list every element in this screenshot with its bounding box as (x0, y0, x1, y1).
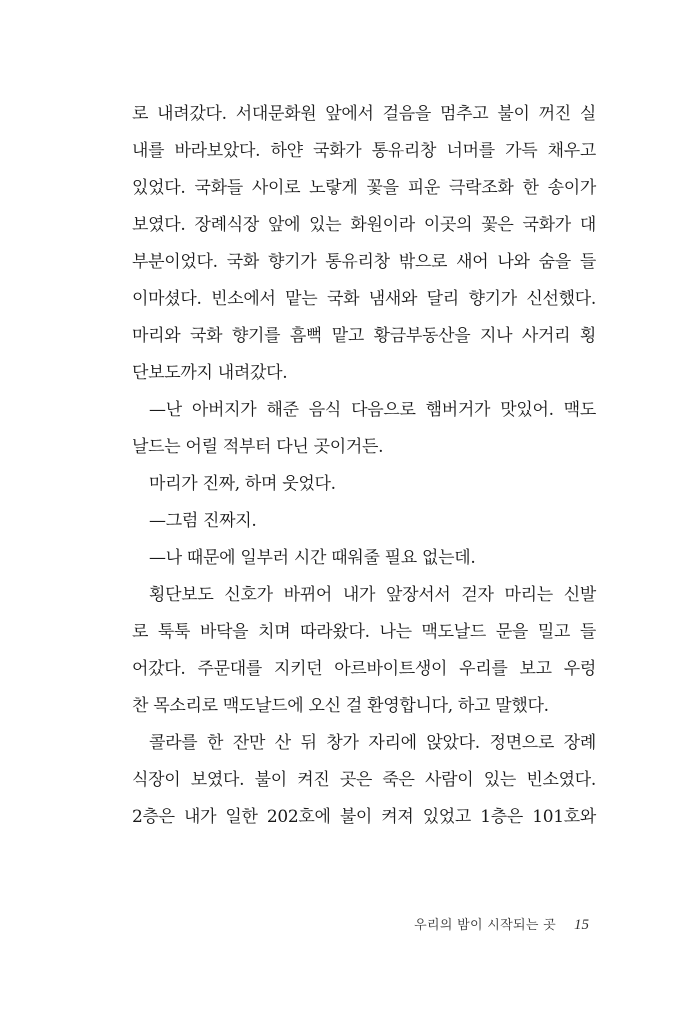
text-line: 날드는 어릴 적부터 다닌 곳이거든. (132, 437, 384, 457)
text-line: 마리가 진짜, 하며 웃었다. (149, 474, 336, 494)
text-line: 콜라를 한 잔만 산 뒤 창가 자리에 앉았다. 정면으로 장례 (149, 733, 596, 753)
text-line: 보였다. 장례식장 앞에 있는 화원이라 이곳의 꽃은 국화가 대 (132, 215, 596, 235)
text-line: 횡단보도 신호가 바뀌어 내가 앞장서서 걷자 마리는 신발 (149, 585, 596, 605)
running-title: 우리의 밤이 시작되는 곳 (414, 918, 556, 933)
text-line: 있었다. 국화들 사이로 노랗게 꽃을 피운 극락조화 한 송이가 (132, 178, 596, 198)
text-line: 식장이 보였다. 불이 켜진 곳은 죽은 사람이 있는 빈소였다. (132, 770, 596, 790)
dialogue-line: —난 아버지가 해준 음식 다음으로 햄버거가 맛있어. 맥도 (149, 400, 596, 420)
text-line: 로 내려갔다. 서대문화원 앞에서 걸음을 멈추고 불이 꺼진 실 (132, 104, 596, 124)
text-line: 어갔다. 주문대를 지키던 아르바이트생이 우리를 보고 우렁 (132, 659, 596, 679)
text-line: 단보도까지 내려갔다. (132, 363, 288, 383)
text-line: 내를 바라보았다. 하얀 국화가 통유리창 너머를 가득 채우고 (132, 141, 596, 161)
body-text (132, 96, 596, 836)
page-footer (414, 914, 589, 934)
page-number: 15 (574, 917, 589, 933)
text-line: 로 툭툭 바닥을 치며 따라왔다. 나는 맥도날드 문을 밀고 들 (132, 622, 596, 642)
text-line: 부분이었다. 국화 향기가 통유리창 밖으로 새어 나와 숨을 들 (132, 252, 596, 272)
dialogue-line: —그럼 진짜지. (149, 511, 257, 531)
text-line: 찬 목소리로 맥도날드에 오신 걸 환영합니다, 하고 말했다. (132, 696, 549, 716)
text-line: 2층은 내가 일한 202호에 불이 켜져 있었고 1층은 101호와 (132, 807, 596, 827)
dialogue-line: —나 때문에 일부러 시간 때워줄 필요 없는데. (149, 548, 476, 568)
text-line: 마리와 국화 향기를 흠뻑 맡고 황금부동산을 지나 사거리 횡 (132, 326, 596, 346)
text-line: 이마셨다. 빈소에서 맡는 국화 냄새와 달리 향기가 신선했다. (132, 289, 596, 309)
